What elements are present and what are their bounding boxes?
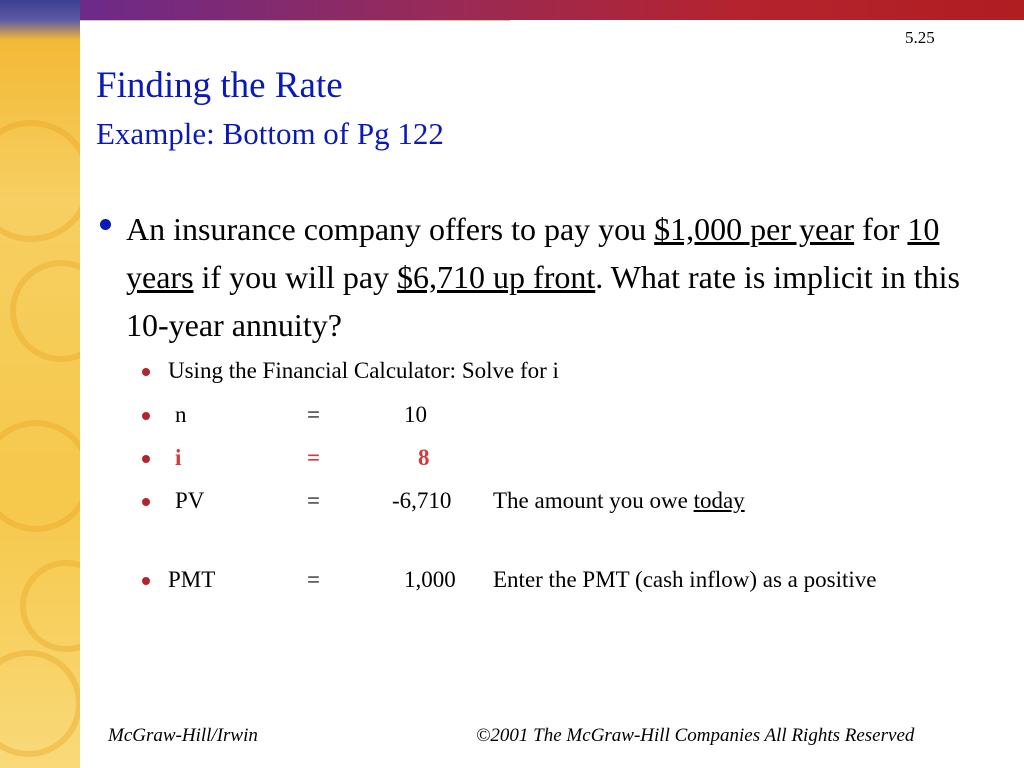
coin-pattern-icon [0,120,80,242]
coin-pattern-icon [20,560,80,652]
bullet-icon [142,455,150,463]
top-banner [80,0,1024,20]
up-front-amount: $6,710 up front [397,259,596,295]
footer-publisher: McGraw-Hill/Irwin [108,725,258,746]
bullet-icon [142,498,150,506]
decorative-sidebar [0,0,80,768]
variable-label: n [175,402,187,427]
bullet-icon [142,412,150,420]
coin-pattern-icon [0,420,80,532]
divider [80,20,510,21]
coin-pattern-icon [0,650,80,757]
variable-value: -6,710 [392,488,452,513]
note-text: The amount you owe [493,488,694,513]
amount-per-year: $1,000 per year [654,211,855,247]
variable-value: 1,000 [404,567,456,592]
note-text: Enter the PMT (cash inflow) as a positive [493,567,877,592]
slide-title: Finding the Rate [96,65,343,106]
slide-subtitle: Example: Bottom of Pg 122 [96,116,444,151]
coin-pattern-icon [10,260,80,362]
bullet-icon [142,368,150,376]
equals-sign: = [307,488,320,513]
equals-sign: = [307,567,320,592]
variable-label: i [175,445,182,470]
note-underlined: today [693,488,745,513]
slide-number: 5.25 [905,28,935,47]
equals-sign: = [307,445,321,470]
variable-value: 10 [404,402,427,427]
variable-value: 8 [418,445,430,470]
variable-label: PMT [168,567,216,592]
bullet-icon [142,577,150,585]
number-of-years: 10 years [126,211,940,295]
variable-label: PV [175,488,205,513]
text-segment: if you will pay [193,259,398,295]
footer-copyright: ©2001 The McGraw-Hill Companies All Rights Reserved [476,725,915,746]
text-segment: for [854,211,908,247]
text-segment: An insurance company offers to pay you [126,211,655,247]
equals-sign: = [307,402,320,427]
text-segment: . What rate is implicit in this 10-year annuity? [126,259,960,343]
bullet-icon [100,219,111,230]
intro-text: Using the Financial Calculator: Solve for i [168,358,559,383]
main-bullet-text [126,205,976,349]
